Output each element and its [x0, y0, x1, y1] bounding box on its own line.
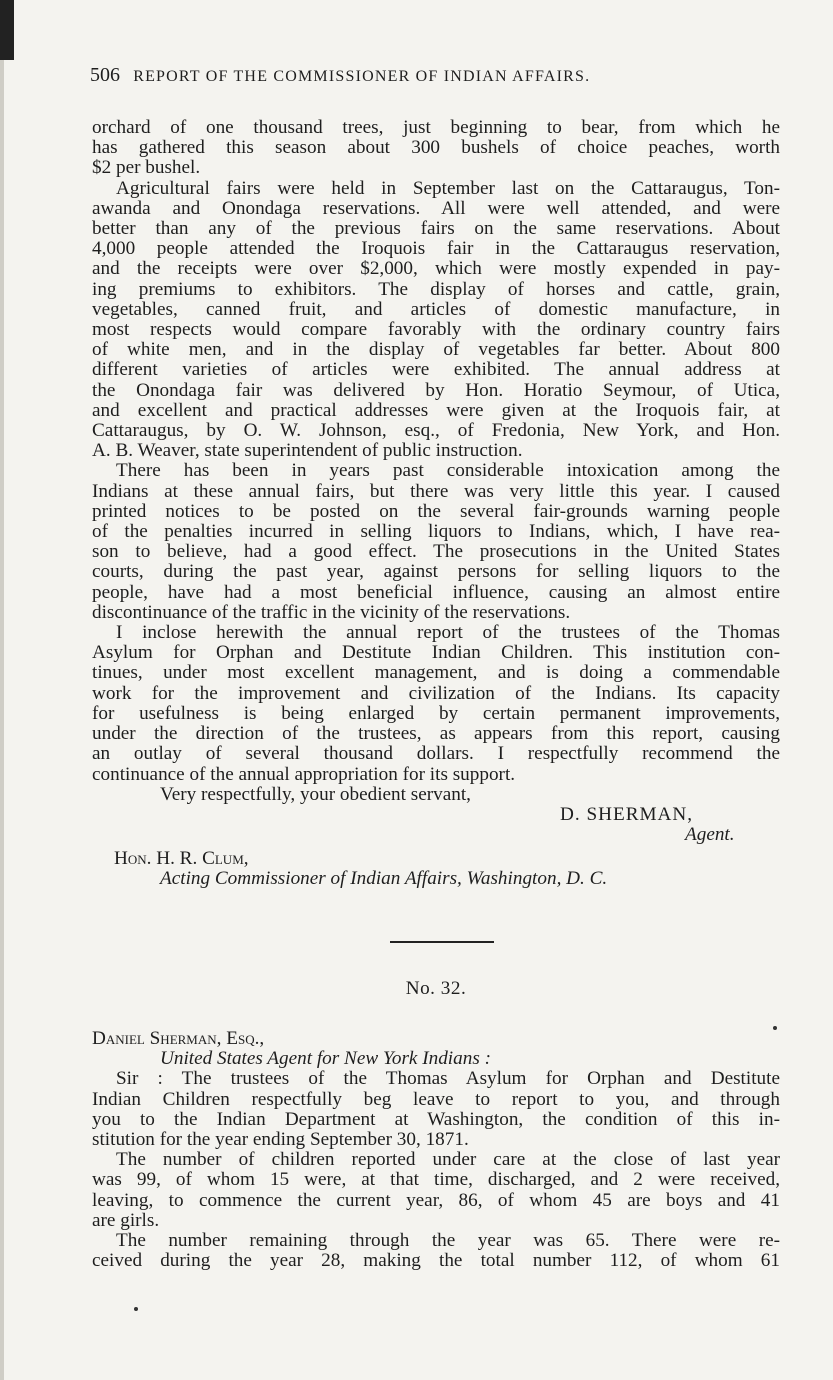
text-line: you to the Indian Department at Washington, the condition of this in- [92, 1108, 780, 1130]
page-number: 506 [90, 64, 120, 86]
letter-recipient-title: United States Agent for New York Indians : [160, 1048, 491, 1070]
signature-block [92, 785, 780, 895]
text-line: for usefulness is being enlarged by certain permanent improvements, [92, 702, 780, 724]
text-line: under the direction of the trustees, as appears from this report, causing [92, 723, 780, 745]
text-line: better than any of the previous fairs on the same reservations. About [92, 218, 780, 240]
closing-line: Very respectfully, your obedient servant, [160, 783, 471, 805]
text-line: and the receipts were over $2,000, which were mostly expended in pay- [92, 258, 780, 280]
text-line: and excellent and practical addresses were given at the Iroquois fair, at [92, 399, 780, 421]
text-line: son to believe, had a good effect. The prosecutions in the United States [92, 541, 780, 563]
text-line: tinues, under most excellent management, and is doing a commendable [92, 662, 780, 684]
report-body [92, 118, 780, 1271]
text-line: The number remaining through the year was 65. There were re- [116, 1229, 780, 1251]
text-line: an outlay of several thousand dollars. I respectfully recommend the [92, 743, 780, 765]
text-line: leaving, to commence the current year, 86, of whom 45 are boys and 41 [92, 1189, 780, 1211]
text-line: Indians at these annual fairs, but there was very little this year. I caused [92, 480, 780, 502]
text-line: Indian Children respectfully beg leave to report to you, and through [92, 1088, 780, 1110]
text-line: the Onondaga fair was delivered by Hon. Horatio Seymour, of Utica, [92, 379, 780, 401]
section-divider [390, 941, 494, 943]
text-line: was 99, of whom 15 were, at that time, discharged, and 2 were received, [92, 1169, 780, 1191]
paragraph [92, 118, 780, 179]
text-line: printed notices to be posted on the several fair-grounds warning people [92, 500, 780, 522]
letter-paragraphs [92, 1069, 780, 1271]
text-line: 4,000 people attended the Iroquois fair in the Cattaraugus reservation, [92, 238, 780, 260]
text-line: discontinuance of the traffic in the vicinity of the reservations. [92, 601, 571, 623]
paragraph [92, 1231, 780, 1271]
text-line: Agricultural fairs were held in September last on the Cattaraugus, Ton- [116, 177, 780, 199]
text-line: There has been in years past considerable intoxication among the [116, 460, 780, 482]
text-line: of the penalties incurred in selling liquors to Indians, which, I have rea- [92, 521, 780, 543]
text-line: orchard of one thousand trees, just beginning to bear, from which he [92, 117, 780, 138]
text-line: work for the improvement and civilization of the Indians. Its capacity [92, 682, 780, 704]
signer-name: D. SHERMAN, [560, 803, 694, 825]
paragraph [92, 461, 780, 623]
text-line: ing premiums to exhibitors. The display of horses and cattle, grain, [92, 278, 780, 300]
paragraph [92, 1150, 780, 1231]
signer-title: Agent. [685, 823, 735, 845]
text-line: ceived during the year 28, making the total number 112, of whom 61 [92, 1250, 780, 1272]
ink-speck [773, 1026, 777, 1030]
page-edge-margin [0, 60, 4, 1380]
report-paragraphs [92, 118, 780, 785]
text-line: continuance of the annual appropriation for its support. [92, 763, 516, 785]
text-line: of white men, and in the display of vegetables far better. About 800 [92, 339, 780, 361]
text-line: A. B. Weaver, state superintendent of public instruction. [92, 440, 523, 462]
text-line: are girls. [92, 1209, 160, 1231]
addressee-title: Acting Commissioner of Indian Affairs, Washington, D. C. [160, 867, 608, 889]
text-line: people, have had a most beneficial influence, causing an almost entire [92, 581, 780, 603]
text-line: I inclose herewith the annual report of the trustees of the Thomas [116, 622, 780, 644]
document-page [92, 64, 780, 1271]
text-line: Sir : The trustees of the Thomas Asylum for Orphan and Destitute [116, 1068, 780, 1090]
text-line: $2 per bushel. [92, 157, 201, 179]
text-line: most respects would compare favorably with the ordinary country fairs [92, 319, 780, 341]
text-line: Cattaraugus, by O. W. Johnson, esq., of Fredonia, New York, and Hon. [92, 420, 780, 442]
text-line: has gathered this season about 300 bushels of choice peaches, worth [92, 137, 780, 159]
letter-recipient: Daniel Sherman, Esq., [92, 1027, 265, 1049]
paragraph [92, 1069, 780, 1150]
paragraph [92, 623, 780, 785]
text-line: The number of children reported under care at the close of last year [116, 1149, 780, 1171]
ink-speck [134, 1307, 138, 1311]
text-line: vegetables, canned fruit, and articles of domestic manufacture, in [92, 298, 780, 320]
running-header [90, 64, 780, 90]
document-number: No. 32. [405, 977, 467, 999]
addressee-name: Hon. H. R. Clum, [114, 847, 249, 869]
text-line: stitution for the year ending September 30, 1871. [92, 1128, 469, 1150]
page-edge-shadow [0, 0, 14, 60]
paragraph [92, 179, 780, 462]
text-line: different varieties of articles were exhibited. The annual address at [92, 359, 780, 381]
text-line: courts, during the past year, against persons for selling liquors to the [92, 561, 780, 583]
running-title: REPORT OF THE COMMISSIONER OF INDIAN AFFAIRS. [133, 68, 591, 85]
text-line: awanda and Onondaga reservations. All were well attended, and were [92, 197, 780, 219]
text-line: Asylum for Orphan and Destitute Indian Children. This institution con- [92, 642, 780, 664]
